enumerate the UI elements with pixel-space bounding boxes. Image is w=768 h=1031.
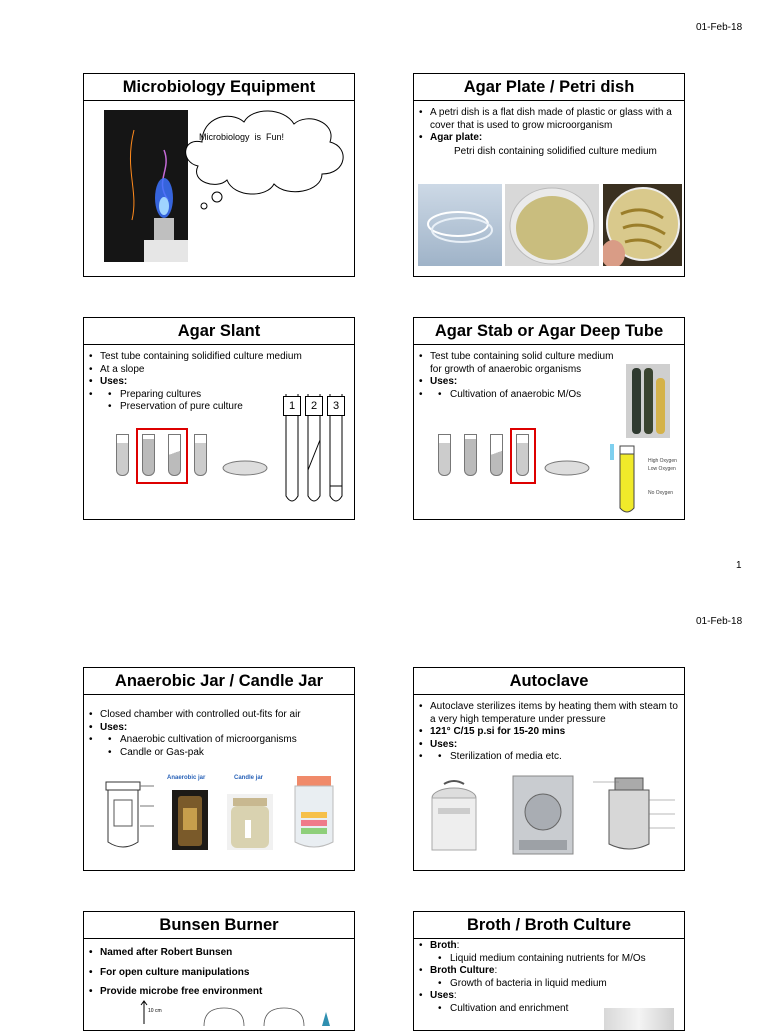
slide-title: Agar Plate / Petri dish [414,74,684,101]
bullet: • Named after Robert Bunsen [84,943,350,963]
agar-deep-tubes-photo [626,364,670,438]
bullet: • 121° C/15 p.si for 15-20 mins [414,726,680,739]
agar-plate-photo [505,184,599,266]
slide-title: Bunsen Burner [84,912,354,939]
bullet: • At a slope [84,364,350,377]
thought-cloud [172,102,352,212]
anaerobic-jar-photo [172,790,208,850]
sub-bullet: • Liquid medium containing nutrients for M/Os [430,953,680,966]
broth-tube-photo [604,1008,674,1031]
slide-title: Autoclave [414,668,684,695]
slide-title: Agar Slant [84,318,354,345]
bacterial-culture-photo [603,184,682,266]
highlight-box [136,428,188,484]
measure-label: 10 cm [148,1008,162,1014]
autoclave-diagram [589,770,681,858]
sub-bullet: • Cultivation and enrichment [430,1003,680,1016]
bullet: • Uses: [84,376,350,389]
slide-microbiology-equipment [83,73,355,277]
bullet: • Test tube containing solidified culture medium [84,351,350,364]
sub-bullet: • Preservation of pure culture [100,401,350,414]
convection-diagram [194,1006,334,1026]
slide-anaerobic-jar [83,667,355,871]
bullet: • A petri dish is a flat dish made of plastic or glass with a cover that is used to grow microorganism [414,107,680,132]
slide-bunsen-burner [83,911,355,1031]
page1-date: 01-Feb-18 [696,22,743,33]
autoclave-photo-1 [424,778,484,858]
sub-bullet: • • Sterilization of media etc. [430,751,680,764]
bullet: • Uses: [414,376,619,389]
sub-bullet: • • Anaerobic cultivation of microorganisms [100,734,350,747]
candle-jar-label: Candle jar [234,775,264,781]
bullet: • Uses: [84,722,350,735]
bullet-head: Broth [430,940,457,951]
high-oxygen-label: High Oxygen [648,458,677,464]
numbered-tubes [280,390,352,510]
bullet: • For open culture manipulations [84,963,350,983]
bullet: • Agar plate: [414,132,680,145]
sub-bullet: • • Preparing cultures [100,389,350,402]
slide-broth: Broth / Broth Culture • Broth: • Liquid medium containing nutrients for M/Os • Broth Culture: • Growth of bacteria in liquid medium • Uses: • Cultivation and enrichment [413,911,685,1031]
slide-agar-stab [413,317,685,520]
bullet: • Uses: [414,739,680,752]
sub-bullet: • Candle or Gas-pak [100,747,350,760]
sub-bullet: • Growth of bacteria in liquid medium [430,978,680,991]
bullet-head: Broth Culture [430,965,495,976]
no-oxygen-label: No Oxygen [648,490,674,496]
low-oxygen-label: Low Oxygen [648,466,676,472]
tube-diagram [112,428,272,508]
bullet-head: Uses [430,990,454,1001]
highlight-box [510,428,536,484]
cloud-text: Microbiology is Fun! [199,132,285,142]
sub-bullet: • • Cultivation of anaerobic M/Os [430,389,619,402]
slide-autoclave [413,667,685,871]
slide-title: Agar Stab or Agar Deep Tube [414,318,684,345]
slide-agar-plate [413,73,685,277]
anaerobic-jar-label: Anaerobic jar [167,775,206,781]
bullet: • Closed chamber with controlled out-fits for air [84,709,350,722]
bullet: • Autoclave sterilizes items by heating them with steam to a very high temperature under pressure [414,701,680,726]
gaspak-jar-photo [289,772,339,852]
sub-bullet: Petri dish containing solidified culture medium [454,146,657,157]
slide-title: Anaerobic Jar / Candle Jar [84,668,354,695]
slide-title: Broth / Broth Culture [414,912,684,939]
tube-diagram [434,428,594,508]
tube-label-1: 1 [283,396,301,416]
anaerobic-jar-drawing [92,776,162,856]
page-number: 1 [736,560,742,571]
bullet: • Provide microbe free environment [84,982,350,1002]
petri-dish-photo-empty [418,184,502,266]
oxygen-gradient-tube [604,442,684,516]
tube-label-2: 2 [305,396,323,416]
page2-date: 01-Feb-18 [696,616,743,627]
tube-label-3: 3 [327,396,345,416]
bullet: • Test tube containing solid culture medium for growth of anaerobic organisms [414,351,619,376]
slide-agar-slant [83,317,355,520]
autoclave-photo-2 [509,772,577,858]
candle-jar-photo [227,794,273,850]
slide-title: Microbiology Equipment [84,74,354,101]
